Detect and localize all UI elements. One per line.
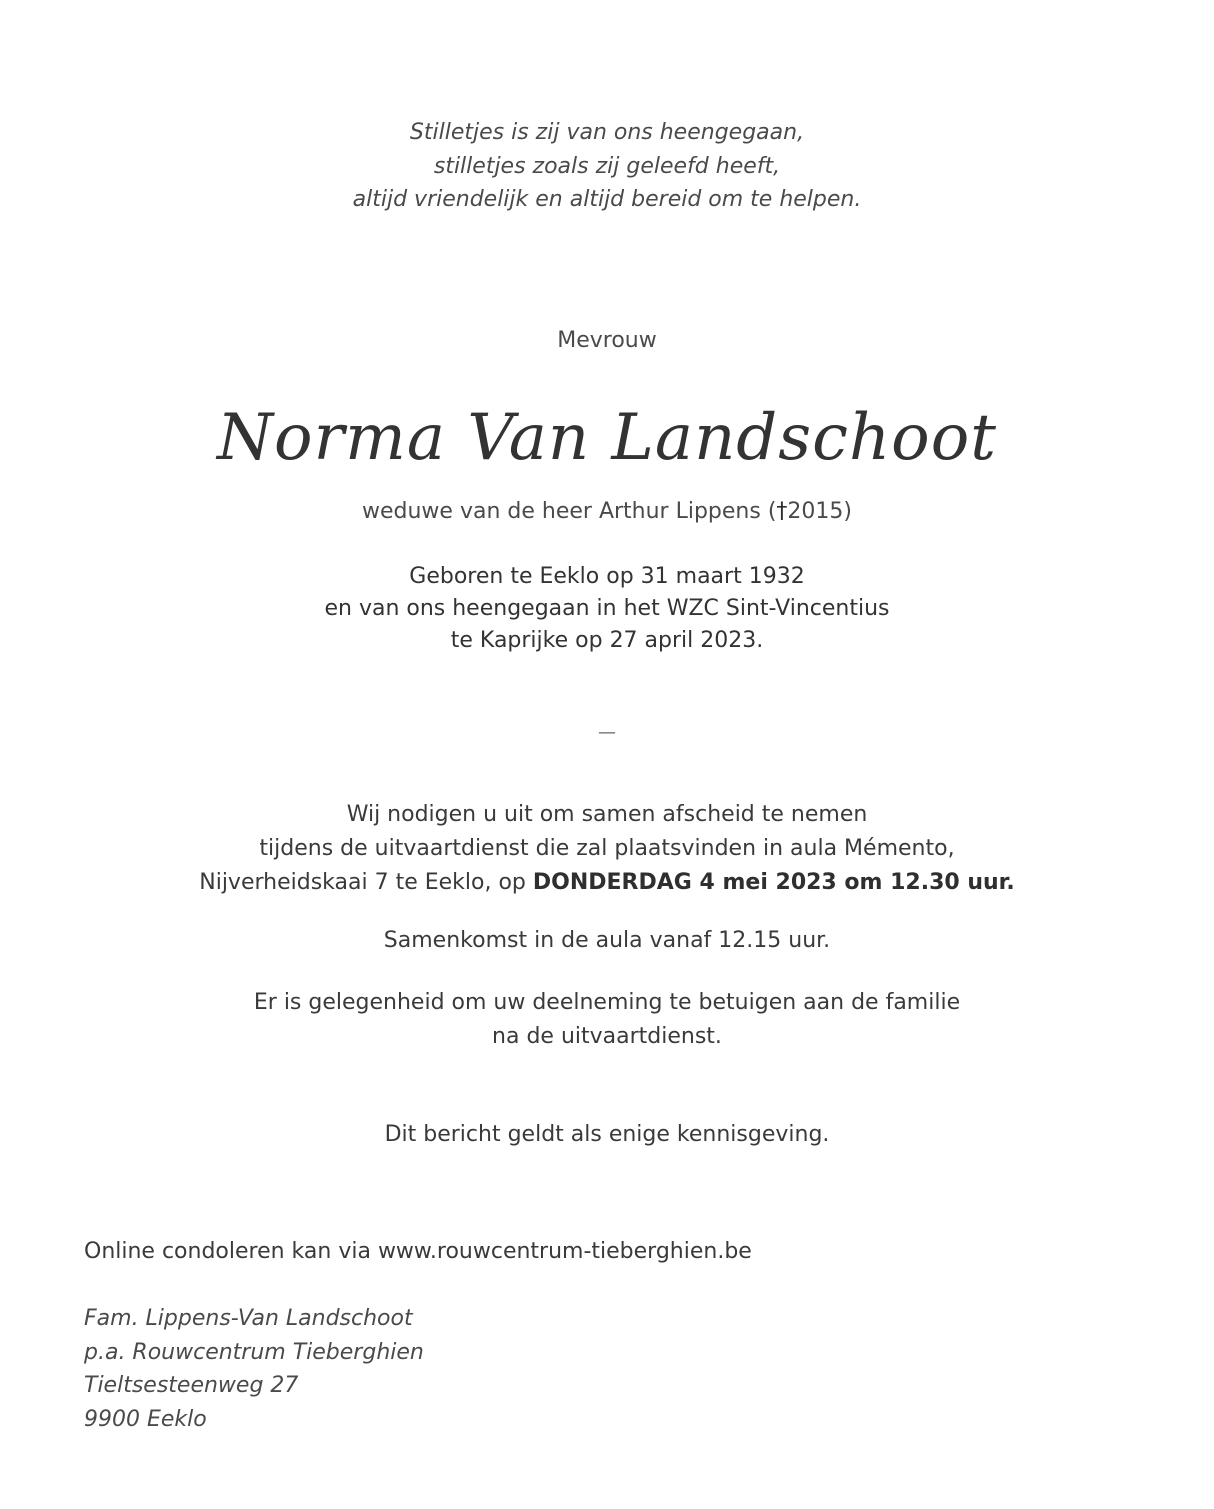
details-line: Geboren te Eeklo op 31 maart 1932 [409,564,805,589]
address-line: p.a. Rouwcentrum Tieberghien [84,1339,424,1365]
invitation-line: tijdens de uitvaartdienst die zal plaatsvinden in aula Mémento, [259,836,955,861]
address-line: Fam. Lippens-Van Landschoot [84,1306,413,1331]
invitation-location: Nijverheidskaai 7 te Eeklo, op [199,870,533,895]
condolence-line: Er is gelegenheid om uw deelneming te betuigen aan de familie [253,990,961,1015]
verse-line: altijd vriendelijk en altijd bereid om te helpen. [352,187,862,212]
gathering-time: Samenkomst in de aula vanaf 12.15 uur. [383,928,831,953]
widow-close: ) [843,499,852,524]
family-address [84,1302,424,1436]
online-condolence: Online condoleren kan via www.rouwcentrum-tieberghien.be [84,1239,752,1264]
deceased-name: Norma Van Landschoot [217,401,997,475]
verse-line: stilletjes zoals zij geleefd heeft, [433,153,781,179]
address-line: 9900 Eeklo [84,1406,207,1432]
salutation: Mevrouw [557,328,657,353]
details-line: en van ons heengegaan in het WZC Sint-Vincentius [324,596,890,621]
widow-text: weduwe van de heer Arthur Lippens ( [362,499,777,524]
details-line: te Kaprijke op 27 april 2023. [450,628,764,653]
notice: Dit bericht geldt als enige kennisgeving. [384,1122,830,1147]
condolence-line: na de uitvaartdienst. [492,1024,722,1049]
divider: — [598,722,616,743]
funeral-date-time: DONDERDAG 4 mei 2023 om 12.30 uur. [532,870,1015,895]
dagger-icon: † [776,499,788,524]
invitation-line: Wij nodigen u uit om samen afscheid te nemen [346,802,868,827]
widow-line [0,497,1214,527]
opening-verse [0,116,1214,217]
invitation-line [0,866,1214,900]
address-line: Tieltsesteenweg 27 [84,1373,299,1398]
verse-line: Stilletjes is zij van ons heengegaan, [409,120,805,145]
birth-death-details [0,561,1214,657]
death-year: 2015 [787,499,844,524]
funeral-invitation [0,798,1214,900]
condolence-info [0,986,1214,1054]
